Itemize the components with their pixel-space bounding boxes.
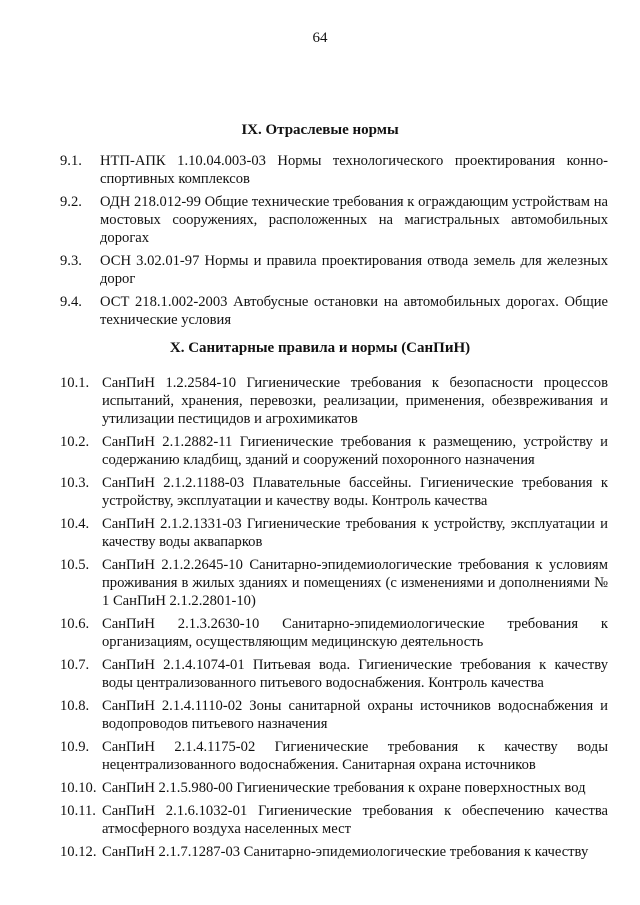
item-number: 10.11. bbox=[60, 803, 96, 819]
list-item bbox=[60, 515, 608, 551]
list-item bbox=[60, 293, 608, 329]
list-item bbox=[60, 374, 608, 428]
item-number: 10.2. bbox=[60, 434, 90, 450]
item-text: СанПиН 2.1.7.1287-03 Санитарно-эпидемиологические требования к качеству bbox=[102, 844, 589, 860]
item-text: СанПиН 1.2.2584-10 Гигиенические требования к безопасности процессов испытаний, хранения, перевозки, реализации, применения, обезвреживания и утилизации пестицидов и агрохимикатов bbox=[102, 375, 608, 427]
item-number: 10.7. bbox=[60, 657, 90, 673]
item-number: 10.1. bbox=[60, 375, 90, 391]
item-text: СанПиН 2.1.2882-11 Гигиенические требования к размещению, устройству и содержанию кладбищ, зданий и сооружений похоронного назначения bbox=[102, 434, 608, 468]
item-text: СанПиН 2.1.3.2630-10 Санитарно-эпидемиологические требования к организациям, осуществляющим медицинскую деятельность bbox=[102, 616, 608, 650]
item-number: 10.8. bbox=[60, 698, 90, 714]
item-number: 9.3. bbox=[60, 253, 82, 269]
list-item bbox=[60, 615, 608, 651]
item-text: СанПиН 2.1.2.1188-03 Плавательные бассейны. Гигиенические требования к устройству, эксплуатации и качеству воды. Контроль качества bbox=[102, 475, 608, 509]
section-ix-list bbox=[60, 152, 608, 334]
section-x-list bbox=[60, 374, 608, 866]
item-text: ОСН 3.02.01-97 Нормы и правила проектирования отвода земель для железных дорог bbox=[100, 253, 608, 287]
list-item bbox=[60, 556, 608, 610]
list-item bbox=[60, 802, 608, 838]
section-title-x: X. Санитарные правила и нормы (СанПиН) bbox=[169, 340, 471, 356]
item-text: СанПиН 2.1.4.1110-02 Зоны санитарной охраны источников водоснабжения и водопроводов питьевого назначения bbox=[102, 698, 608, 732]
item-number: 10.6. bbox=[60, 616, 90, 632]
page-number: 64 bbox=[312, 30, 328, 46]
item-number: 10.12. bbox=[60, 844, 97, 860]
item-number: 10.4. bbox=[60, 516, 90, 532]
list-item bbox=[60, 433, 608, 469]
list-item bbox=[60, 252, 608, 288]
section-title-ix: IX. Отраслевые нормы bbox=[241, 122, 399, 138]
item-text: СанПиН 2.1.6.1032-01 Гигиенические требования к обеспечению качества атмосферного воздуха населенных мест bbox=[102, 803, 608, 837]
item-number: 10.10. bbox=[60, 780, 97, 796]
item-text: СанПиН 2.1.2.2645-10 Санитарно-эпидемиологические требования к условиям проживания в жилых зданиях и помещениях (с изменениями и дополнениями № 1 СанПиН 2.1.2.2801-10) bbox=[102, 557, 608, 609]
list-item bbox=[60, 843, 608, 861]
list-item bbox=[60, 152, 608, 188]
item-text: ОДН 218.012-99 Общие технические требования к ограждающим устройствам на мостовых сооружениях, расположенных на магистральных автомобильных дорогах bbox=[100, 194, 608, 246]
item-text: ОСТ 218.1.002-2003 Автобусные остановки на автомобильных дорогах. Общие технические условия bbox=[100, 294, 608, 328]
item-number: 10.5. bbox=[60, 557, 90, 573]
item-number: 9.4. bbox=[60, 294, 82, 310]
list-item bbox=[60, 779, 608, 797]
list-item bbox=[60, 656, 608, 692]
item-text: СанПиН 2.1.4.1175-02 Гигиенические требования к качеству воды нецентрализованного водоснабжения. Санитарная охрана источников bbox=[102, 739, 608, 773]
item-text: СанПиН 2.1.4.1074-01 Питьевая вода. Гигиенические требования к качеству воды централизованного питьевого водоснабжения. Контроль качества bbox=[102, 657, 608, 691]
list-item bbox=[60, 697, 608, 733]
item-text: НТП-АПК 1.10.04.003-03 Нормы технологического проектирования конно-спортивных комплексов bbox=[100, 153, 608, 187]
item-number: 9.1. bbox=[60, 153, 82, 169]
list-item bbox=[60, 474, 608, 510]
item-text: СанПиН 2.1.2.1331-03 Гигиенические требования к устройству, эксплуатации и качеству воды аквапарков bbox=[102, 516, 608, 550]
item-text: СанПиН 2.1.5.980-00 Гигиенические требования к охране поверхностных вод bbox=[102, 780, 586, 796]
list-item bbox=[60, 193, 608, 247]
item-number: 10.3. bbox=[60, 475, 90, 491]
item-number: 9.2. bbox=[60, 194, 82, 210]
item-number: 10.9. bbox=[60, 739, 90, 755]
list-item bbox=[60, 738, 608, 774]
